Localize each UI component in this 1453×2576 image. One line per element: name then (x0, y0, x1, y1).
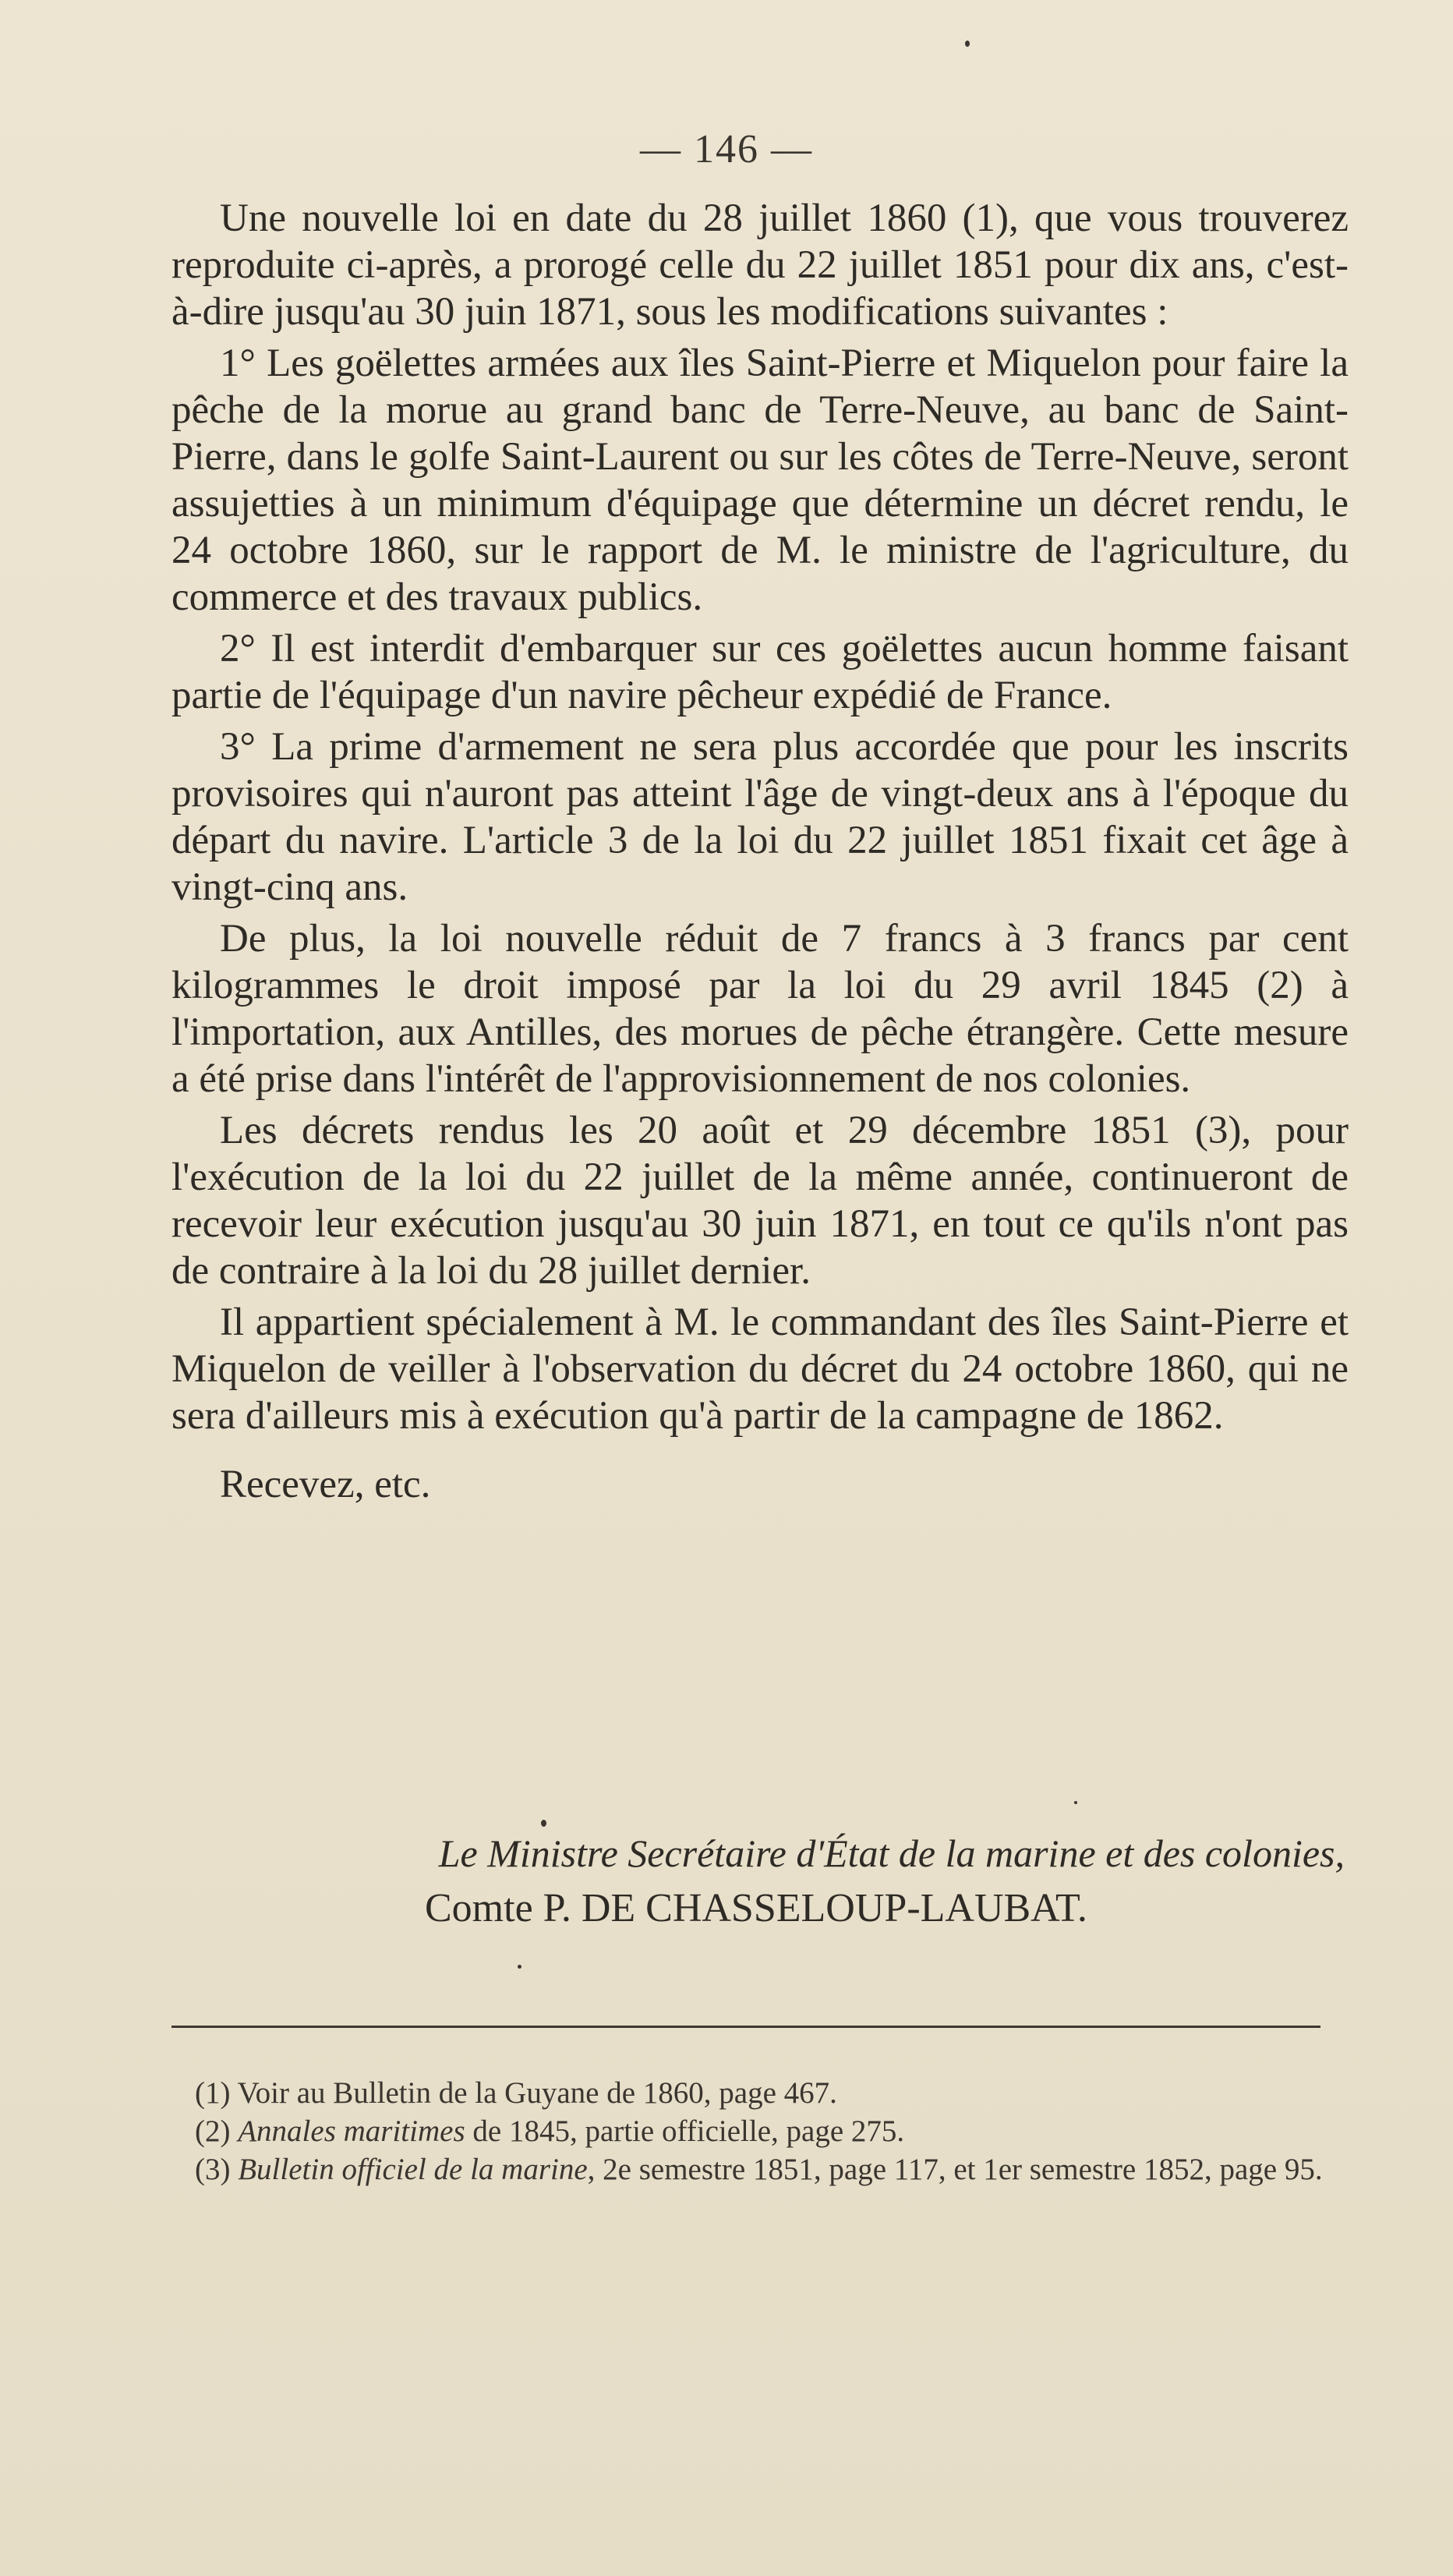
footnote-italic-title: Bulletin officiel de la marine (238, 2153, 588, 2186)
signature-block (171, 1828, 1349, 1936)
footnote-marker: (3) (195, 2153, 231, 2186)
footnote-marker: (2) (195, 2114, 231, 2148)
paragraph-import-duty: De plus, la loi nouvelle réduit de 7 francs à 3 francs par cent kilogrammes le droit imposé par la loi du 29 avril 1845 (2) à l'importation, aux Antilles, des morues de pêche étrangère. Cette mesure a été prise dans l'intérêt de l'approvisionnement de nos colonies. (171, 917, 1349, 1101)
footnote-divider (171, 2026, 1320, 2028)
ink-speck (518, 1965, 521, 1969)
footnote-text: de 1845, partie officielle, page 275. (472, 2114, 905, 2148)
paragraph-point-1: 1° Les goëlettes armées aux îles Saint-Pierre et Miquelon pour faire la pêche de la morue au grand banc de Terre-Neuve, au banc de Saint-Pierre, dans le golfe Saint-Laurent ou sur les côtes de Terre-Neuve, seront assujetties à un minimum d'équipage que détermine un décret rendu, le 24 octobre 1860, sur le rapport de M. le ministre de l'agriculture, du commerce et des travaux publics. (171, 341, 1349, 619)
signature-title: Le Ministre Secrétaire d'État de la marine et des colonies, (438, 1831, 1345, 1875)
footnote-3 (171, 2150, 1325, 2189)
paragraph-commandant: Il appartient spécialement à M. le commandant des îles Saint-Pierre et Miquelon de veiller à l'observation du décret du 24 octobre 1860, qui ne sera d'ailleurs mis à exécution qu'à partir de la campagne de 1862. (171, 1300, 1349, 1438)
page-number: — 146 — (640, 127, 813, 172)
ink-speck (1074, 1801, 1077, 1804)
footnote-marker: (1) (195, 2076, 231, 2110)
paragraph-point-3: 3° La prime d'armement ne sera plus accordée que pour les inscrits provisoires qui n'auront pas atteint l'âge de vingt-deux ans à l'époque du départ du navire. L'article 3 de la loi du 22 juillet 1851 fixait cet âge à vingt-cinq ans. (171, 725, 1349, 909)
ink-speck (541, 1820, 546, 1827)
footnote-text: , 2e semestre 1851, page 117, et 1er semestre 1852, page 95. (587, 2153, 1323, 2186)
paragraph-intro: Une nouvelle loi en date du 28 juillet 1860 (1), que vous trouverez reproduite ci-après, a prorogé celle du 22 juillet 1851 pour dix ans, c'est-à-dire jusqu'au 30 juin 1871, sous les modifications suivantes : (171, 196, 1349, 334)
footnote-text: Voir au Bulletin de la Guyane de 1860, page 467. (237, 2076, 837, 2110)
footnote-2 (171, 2112, 1325, 2150)
footnote-1 (171, 2074, 1325, 2112)
paragraph-point-2: 2° Il est interdit d'embarquer sur ces goëlettes aucun homme faisant partie de l'équipage d'un navire pêcheur expédié de France. (171, 627, 1349, 717)
signature-name: Comte P. DE CHASSELOUP-LAUBAT. (425, 1886, 1087, 1930)
footnotes (171, 2074, 1325, 2189)
paragraph-closing: Recevez, etc. (220, 1463, 431, 1506)
paragraph-decrees: Les décrets rendus les 20 août et 29 décembre 1851 (3), pour l'exécution de la loi du 22 juillet de la même année, continueront de recevoir leur exécution jusqu'au 30 juin 1871, en tout ce qu'ils n'ont pas de contraire à la loi du 28 juillet dernier. (171, 1109, 1349, 1293)
body-text (171, 195, 1349, 1513)
ink-speck (965, 41, 970, 47)
footnote-italic-title: Annales maritimes (238, 2114, 465, 2148)
